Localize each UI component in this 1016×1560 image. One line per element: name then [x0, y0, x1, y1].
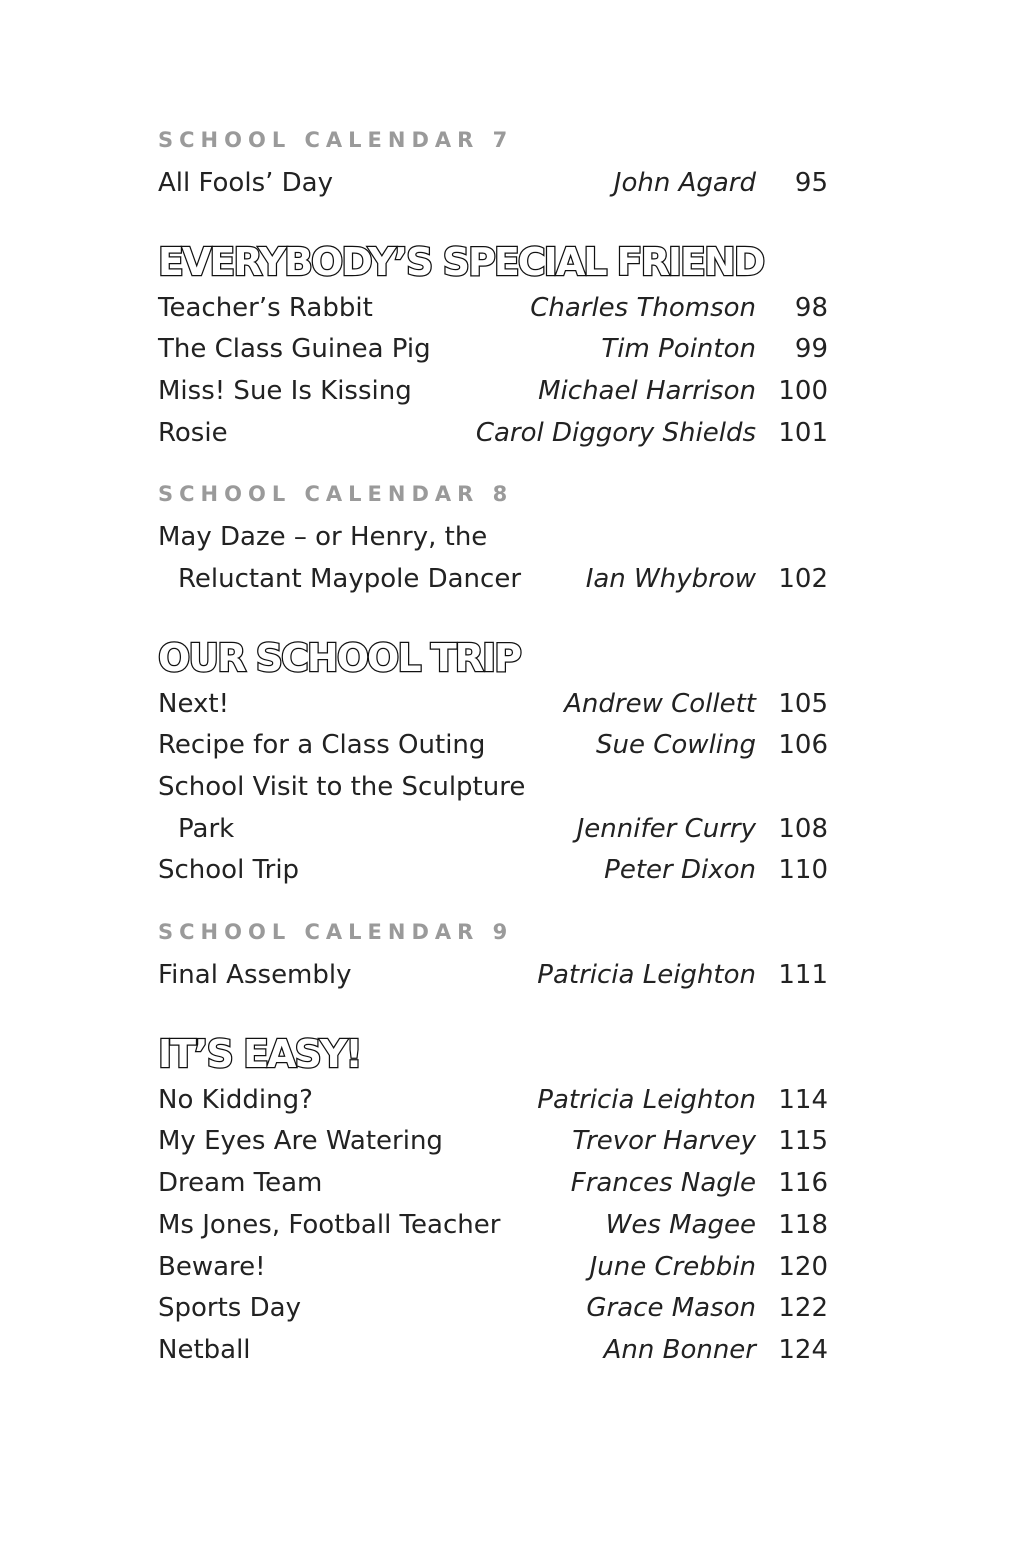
section-heading-its-easy: IT’S EASY!	[158, 1032, 361, 1076]
toc-entry	[158, 1204, 828, 1246]
entry-title: Rosie	[158, 418, 228, 448]
entry-title: School Visit to the Sculpture	[158, 772, 526, 802]
entry-page: 122	[778, 1293, 828, 1323]
entry-title: School Trip	[158, 855, 300, 885]
entry-title: Miss! Sue Is Kissing	[158, 376, 412, 406]
toc-entry	[158, 412, 828, 454]
toc-entry-line2	[158, 808, 828, 850]
entry-author: John Agard	[613, 168, 756, 198]
entry-title: Final Assembly	[158, 960, 352, 990]
entry-title: Beware!	[158, 1252, 266, 1282]
entry-title: All Fools’ Day	[158, 168, 333, 198]
entry-title: My Eyes Are Watering	[158, 1126, 443, 1156]
entry-author: Ann Bonner	[603, 1335, 756, 1365]
section-heading-school-trip: OUR SCHOOL TRIP	[158, 636, 520, 680]
entry-title: Ms Jones, Football Teacher	[158, 1210, 501, 1240]
entry-page: 124	[778, 1335, 828, 1365]
entry-title: May Daze – or Henry, the	[158, 522, 488, 552]
toc-entry	[158, 1162, 828, 1204]
entry-title: Sports Day	[158, 1293, 301, 1323]
entry-page: 120	[778, 1252, 828, 1282]
entry-author: Wes Magee	[605, 1210, 756, 1240]
calendar-8-heading: SCHOOL CALENDAR 8	[158, 482, 514, 506]
entry-author: Jennifer Curry	[576, 814, 756, 844]
entry-author: Michael Harrison	[538, 376, 756, 406]
entry-author: Andrew Collett	[564, 689, 756, 719]
entry-page: 114	[778, 1085, 828, 1115]
entry-page: 115	[778, 1126, 828, 1156]
entry-author: Carol Diggory Shields	[475, 418, 756, 448]
entry-title: Netball	[158, 1335, 251, 1365]
toc-entry	[158, 1246, 828, 1288]
entry-page: 108	[778, 814, 828, 844]
toc-entry	[158, 724, 828, 766]
entry-page: 105	[778, 689, 828, 719]
toc-entry-line1	[158, 766, 828, 808]
entry-author: Trevor Harvey	[572, 1126, 756, 1156]
entry-title-continued: Reluctant Maypole Dancer	[178, 564, 522, 594]
entry-title: Recipe for a Class Outing	[158, 730, 486, 760]
toc-entry	[158, 954, 828, 996]
toc-entry-line2	[158, 558, 828, 600]
entry-author: Sue Cowling	[596, 730, 756, 760]
calendar-9-heading: SCHOOL CALENDAR 9	[158, 920, 514, 944]
entry-title: The Class Guinea Pig	[158, 334, 431, 364]
toc-entry	[158, 683, 828, 725]
entry-title: Dream Team	[158, 1168, 323, 1198]
entry-author: Patricia Leighton	[537, 1085, 756, 1115]
toc-entry	[158, 287, 828, 329]
entry-author: Tim Pointon	[601, 334, 756, 364]
entry-page: 111	[778, 960, 828, 990]
entry-page: 100	[778, 376, 828, 406]
toc-entry	[158, 328, 828, 370]
entry-author: Grace Mason	[586, 1293, 756, 1323]
entry-title: No Kidding?	[158, 1085, 313, 1115]
entry-title-continued: Park	[178, 814, 235, 844]
toc-entry	[158, 849, 828, 891]
calendar-7-heading: SCHOOL CALENDAR 7	[158, 128, 514, 152]
entry-author: Patricia Leighton	[537, 960, 756, 990]
entry-page: 101	[778, 418, 828, 448]
entry-title: Next!	[158, 689, 229, 719]
toc-entry	[158, 1287, 828, 1329]
entry-page: 95	[794, 168, 828, 198]
toc-entry	[158, 162, 828, 204]
toc-entry	[158, 370, 828, 412]
entry-page: 98	[794, 293, 828, 323]
entry-page: 116	[778, 1168, 828, 1198]
entry-author: Ian Whybrow	[585, 564, 756, 594]
toc-entry-line1	[158, 516, 828, 558]
entry-author: Frances Nagle	[570, 1168, 756, 1198]
entry-page: 106	[778, 730, 828, 760]
entry-title: Teacher’s Rabbit	[158, 293, 373, 323]
entry-author: Peter Dixon	[604, 855, 756, 885]
entry-author: Charles Thomson	[530, 293, 756, 323]
toc-entry	[158, 1120, 828, 1162]
entry-page: 118	[778, 1210, 828, 1240]
toc-entry	[158, 1079, 828, 1121]
entry-page: 99	[794, 334, 828, 364]
entry-page: 110	[778, 855, 828, 885]
entry-page: 102	[778, 564, 828, 594]
toc-entry	[158, 1329, 828, 1371]
entry-author: June Crebbin	[589, 1252, 756, 1282]
section-heading-special-friend: EVERYBODY’S SPECIAL FRIEND	[158, 240, 764, 284]
